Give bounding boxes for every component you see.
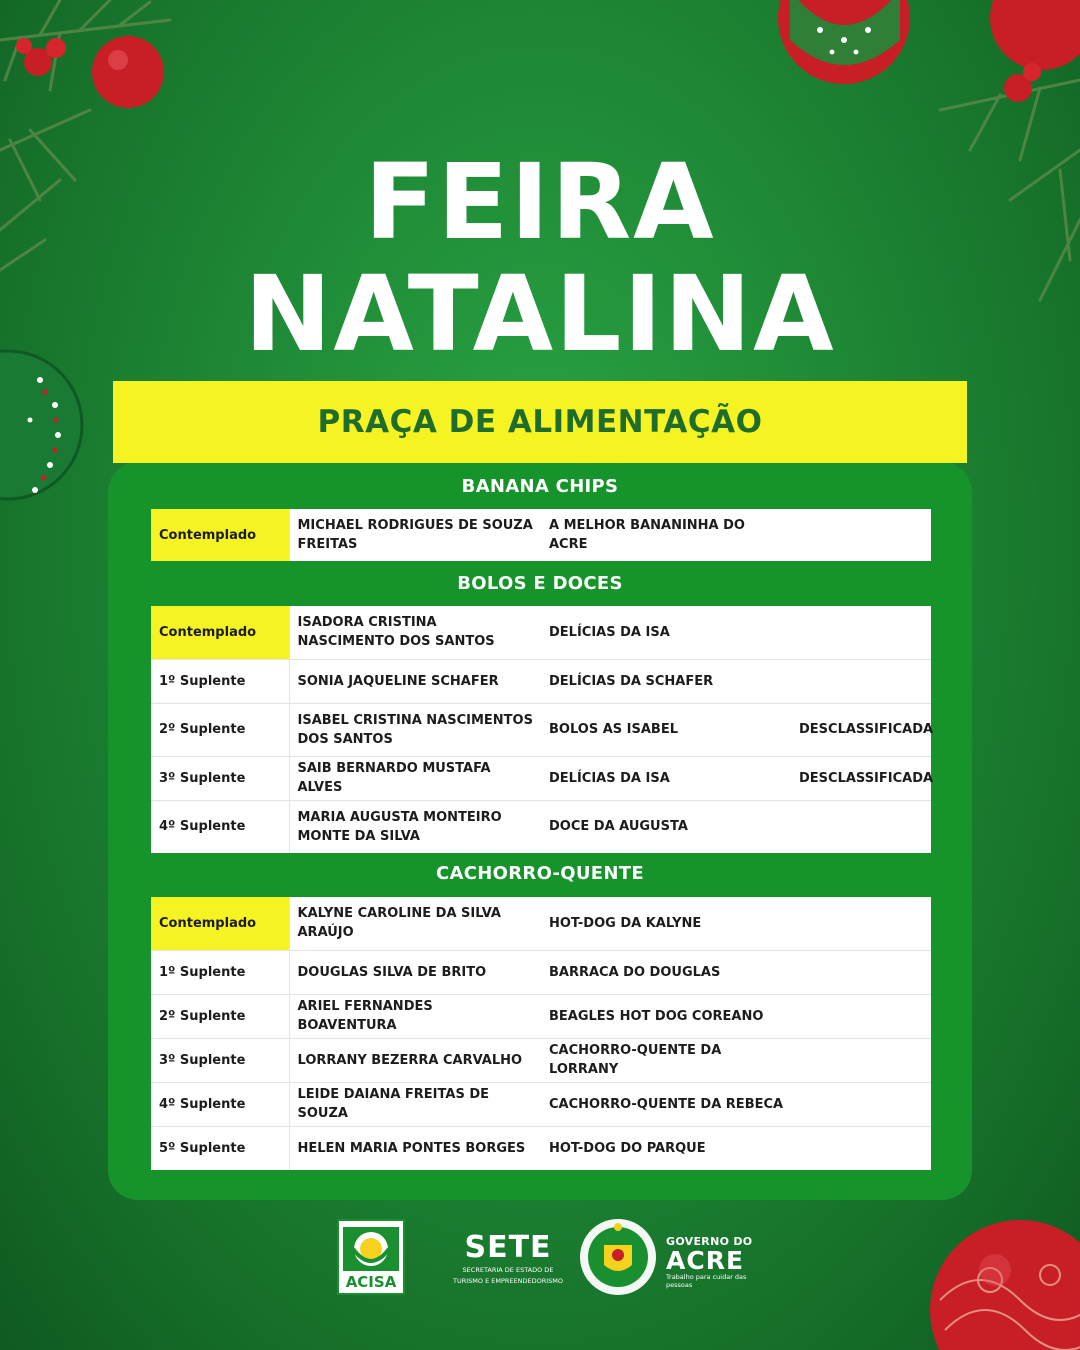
rank-cell: 4º Suplente [151, 800, 289, 853]
status-cell [793, 659, 931, 703]
business-cell: DELÍCIAS DA ISA [541, 606, 793, 659]
business-cell: A MELHOR BANANINHA DO ACRE [549, 518, 745, 552]
table-row [151, 994, 931, 1038]
acisa-label: ACISA [345, 1273, 397, 1291]
table-row [151, 897, 931, 950]
acre-coat-of-arms-icon [576, 1215, 660, 1299]
status-cell [793, 800, 931, 853]
status-cell [793, 897, 931, 950]
governo-label: GOVERNO DO [666, 1235, 753, 1248]
status-cell [793, 1082, 931, 1126]
business-cell: HOT-DOG DA KALYNE [541, 897, 793, 950]
governo-slogan: Trabalho para cuidar das pessoas [666, 1273, 747, 1289]
name-cell: SAIB BERNARDO MUSTAFA ALVES [289, 756, 541, 800]
rank-cell: 1º Suplente [151, 659, 289, 703]
business-cell: CACHORRO-QUENTE DA REBECA [541, 1082, 793, 1126]
table-row [151, 756, 931, 800]
name-cell: ISADORA CRISTINA NASCIMENTO DOS SANTOS [289, 606, 541, 659]
name-cell: ISABEL CRISTINA NASCIMENTOS DOS SANTOS [289, 703, 541, 756]
name-cell: MARIA AUGUSTA MONTEIRO MONTE DA SILVA [297, 809, 502, 844]
table-row [151, 703, 931, 756]
table-row [151, 509, 931, 561]
business-cell: DELÍCIAS DA ISA [541, 756, 793, 800]
rank-cell: Contemplado [151, 897, 289, 950]
status-cell [793, 1126, 931, 1170]
status-cell [793, 994, 931, 1038]
status-cell [793, 1038, 931, 1082]
table-row [151, 1126, 931, 1170]
status-cell [793, 509, 931, 561]
results-panel [108, 462, 972, 1200]
section-title-banana-chips: BANANA CHIPS [461, 476, 619, 497]
name-cell: HELEN MARIA PONTES BORGES [297, 1140, 526, 1156]
rank-cell: 2º Suplente [151, 703, 289, 756]
table-row [151, 950, 931, 994]
status-cell [793, 606, 931, 659]
business-cell: DELÍCIAS DA SCHAFER [541, 659, 793, 703]
governo-acre-logo [576, 1215, 756, 1299]
business-cell: BARRACA DO DOUGLAS [541, 950, 793, 994]
sete-subtitle-2: TURISMO E EMPREENDEDORISMO [453, 1277, 563, 1286]
sponsor-logos [0, 1215, 1080, 1305]
title-line-2: NATALINA [244, 253, 836, 375]
name-cell: MICHAEL RODRIGUES DE SOUZA FREITAS [297, 518, 533, 552]
rank-cell: 5º Suplente [151, 1126, 289, 1170]
rank-cell: 3º Suplente [151, 1038, 289, 1082]
section-title-bolos-doces: BOLOS E DOCES [457, 573, 623, 594]
status-cell: DESCLASSIFICADA [793, 756, 931, 800]
table-row [151, 659, 931, 703]
table-row [151, 606, 931, 659]
business-cell: BOLOS AS ISABEL [541, 703, 793, 756]
rank-cell: 2º Suplente [151, 994, 289, 1038]
rank-cell: 4º Suplente [151, 1082, 289, 1126]
acre-label: ACRE [666, 1246, 745, 1275]
rank-cell: Contemplado [151, 606, 289, 659]
rank-cell: 1º Suplente [151, 950, 289, 994]
sete-logo [452, 1230, 564, 1286]
business-cell: CACHORRO-QUENTE DA LORRANY [541, 1038, 793, 1082]
table-row [151, 1082, 931, 1126]
table-row [151, 800, 931, 853]
table-bolos-doces [151, 606, 934, 853]
name-cell: SONIA JAQUELINE SCHAFER [289, 659, 541, 703]
status-cell [793, 950, 931, 994]
table-row [151, 1038, 931, 1082]
status-cell: DESCLASSIFICADA [793, 703, 931, 756]
business-cell: HOT-DOG DO PARQUE [549, 1140, 706, 1156]
name-cell: LORRANY BEZERRA CARVALHO [289, 1038, 541, 1082]
rank-cell: 3º Suplente [151, 756, 289, 800]
business-cell: DOCE DA AUGUSTA [549, 819, 688, 835]
title-line-1: FEIRA [364, 141, 716, 263]
rank-cell: Contemplado [151, 509, 289, 561]
sete-subtitle-1: SECRETARIA DE ESTADO DE [462, 1266, 554, 1274]
business-cell: BEAGLES HOT DOG COREANO [541, 994, 793, 1038]
table-banana-chips [151, 509, 931, 561]
section-title-cachorro-quente: CACHORRO-QUENTE [436, 863, 644, 884]
sete-label: SETE [464, 1230, 552, 1265]
table-cachorro-quente [151, 897, 931, 1170]
banner-label: PRAÇA DE ALIMENTAÇÃO [317, 404, 763, 440]
governo-acre-text [666, 1235, 756, 1289]
name-cell: DOUGLAS SILVA DE BRITO [289, 950, 541, 994]
name-cell: LEIDE DAIANA FREITAS DE SOUZA [289, 1082, 541, 1126]
name-cell: ARIEL FERNANDES BOAVENTURA [289, 994, 541, 1038]
name-cell: KALYNE CAROLINE DA SILVA ARAÚJO [289, 897, 541, 950]
acisa-logo [337, 1219, 405, 1295]
category-banner [113, 381, 967, 463]
acisa-emblem-icon [339, 1223, 403, 1275]
